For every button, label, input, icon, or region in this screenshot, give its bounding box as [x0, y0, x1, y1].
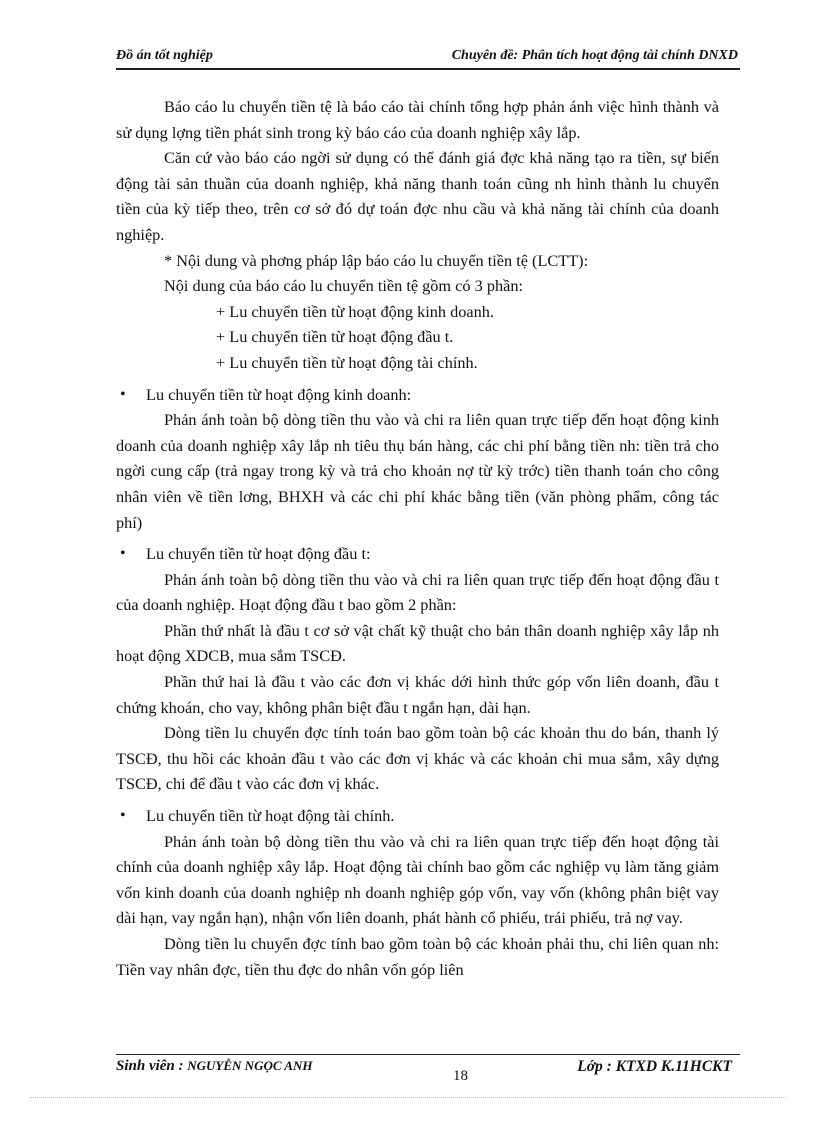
- paragraph: Phản ánh toàn bộ dòng tiền thu vào và chi ra liên quan trực tiếp đến hoạt động đầu t của doanh nghiệp. Hoạt động đầu t bao gồm 2 phần:: [116, 569, 719, 615]
- section-heading: [116, 541, 719, 567]
- bullet-icon: •: [120, 385, 126, 403]
- list-item: + Lu chuyển tiền từ hoạt động đầu t.: [216, 327, 454, 347]
- paragraph: Căn cứ vào báo cáo ngời sử dụng có thể đánh giá đợc khả năng tạo ra tiền, sự biến động tài sản thuần của doanh nghiệp, khả năng thanh toán cũng nh hình thành lu chuyển tiền của kỳ tiếp theo, trên cơ sở đó dự toán đợc nhu cầu và khả năng tài chính của doanh nghiệp.: [116, 148, 719, 244]
- student-name: NGUYỄN NGỌC ANH: [187, 1058, 313, 1073]
- footer-divider: [116, 1054, 740, 1055]
- header-right-title: Chuyên đề: Phân tích hoạt động tài chính DNXD: [451, 48, 738, 63]
- paragraph: Dòng tiền lu chuyển đợc tính toán bao gồm toàn bộ các khoản thu do bán, thanh lý TSCĐ, thu hồi các khoản đầu t vào các đơn vị khác và các khoản chi mua sắm, xây dựng TSCĐ, chi để đầu t vào các đơn vị khác.: [116, 723, 719, 794]
- footer-student: [116, 1058, 312, 1075]
- student-label: Sinh viên :: [116, 1058, 188, 1074]
- paragraph: Báo cáo lu chuyển tiền tệ là báo cáo tài chính tổng hợp phản ánh việc hình thành và sử dụng lợng tiền phát sinh trong kỳ báo cáo của doanh nghiệp xây lắp.: [116, 97, 719, 142]
- section-heading: [116, 803, 719, 829]
- document-body: [116, 94, 719, 982]
- page-bottom-dotted-line: [30, 1097, 786, 1098]
- section-heading: [116, 382, 719, 408]
- bullet-icon: •: [120, 545, 126, 563]
- footer-class: Lớp : KTXD K.11HCKT: [577, 1058, 732, 1075]
- paragraph: * Nội dung và phơng pháp lập báo cáo lu chuyển tiền tệ (LCTT):: [164, 250, 589, 270]
- page-number: 18: [453, 1068, 468, 1084]
- section-heading-text: Lu chuyển tiền từ hoạt động kinh doanh:: [146, 384, 412, 404]
- paragraph: Phần thứ nhất là đầu t cơ sở vật chất kỹ thuật cho bản thân doanh nghiệp xây lắp nh hoạt động XDCB, mua sắm TSCĐ.: [116, 620, 719, 666]
- bullet-icon: •: [120, 807, 126, 825]
- header-divider: [116, 68, 740, 70]
- paragraph: Phản ánh toàn bộ dòng tiền thu vào và chi ra liên quan trực tiếp đến hoạt động kinh doanh của doanh nghiệp xây lắp nh tiêu thụ bán hàng, các chi phí bằng tiền nh: tiền trả cho ngời cung cấp (trả ngay trong kỳ và trả cho khoản nợ từ kỳ trớc) tiền thanh toán cho công nhân viên về tiền lơng, BHXH và các chi phí khác bằng tiền (văn phòng phẩm, công tác phí): [116, 410, 719, 532]
- paragraph: Phản ánh toàn bộ dòng tiền thu vào và chi ra liên quan trực tiếp đến hoạt động tài chính của doanh nghiệp xây lắp. Hoạt động tài chính bao gồm các nghiệp vụ làm tăng giảm vốn kinh doanh của doanh nghiệp nh doanh nghiệp góp vốn, vay vốn (không phân biệt vay dài hạn, vay ngắn hạn), nhận vốn liên doanh, phát hành cổ phiếu, trái phiếu, trả nợ vay.: [116, 831, 719, 928]
- list-item: + Lu chuyển tiền từ hoạt động tài chính.: [216, 352, 478, 372]
- page-header: [116, 48, 740, 70]
- section-heading-text: Lu chuyển tiền từ hoạt động đầu t:: [146, 544, 371, 564]
- paragraph: Nội dung của báo cáo lu chuyển tiền tệ gồm có 3 phần:: [164, 276, 523, 296]
- page-footer: [116, 1058, 740, 1088]
- paragraph: Phần thứ hai là đầu t vào các đơn vị khác dới hình thức góp vốn liên doanh, đầu t chứng khoán, cho vay, không phân biệt đầu t ngắn hạn, dài hạn.: [116, 672, 719, 717]
- section-heading-text: Lu chuyển tiền từ hoạt động tài chính.: [146, 806, 395, 826]
- header-left-title: Đồ án tốt nghiệp: [116, 48, 213, 63]
- list-item: + Lu chuyển tiền từ hoạt động kinh doanh.: [216, 301, 495, 321]
- paragraph: Dòng tiền lu chuyển đợc tính bao gồm toàn bộ các khoản phải thu, chi liên quan nh: Tiền vay nhân đợc, tiền thu đợc do nhân vốn góp liên: [116, 934, 719, 979]
